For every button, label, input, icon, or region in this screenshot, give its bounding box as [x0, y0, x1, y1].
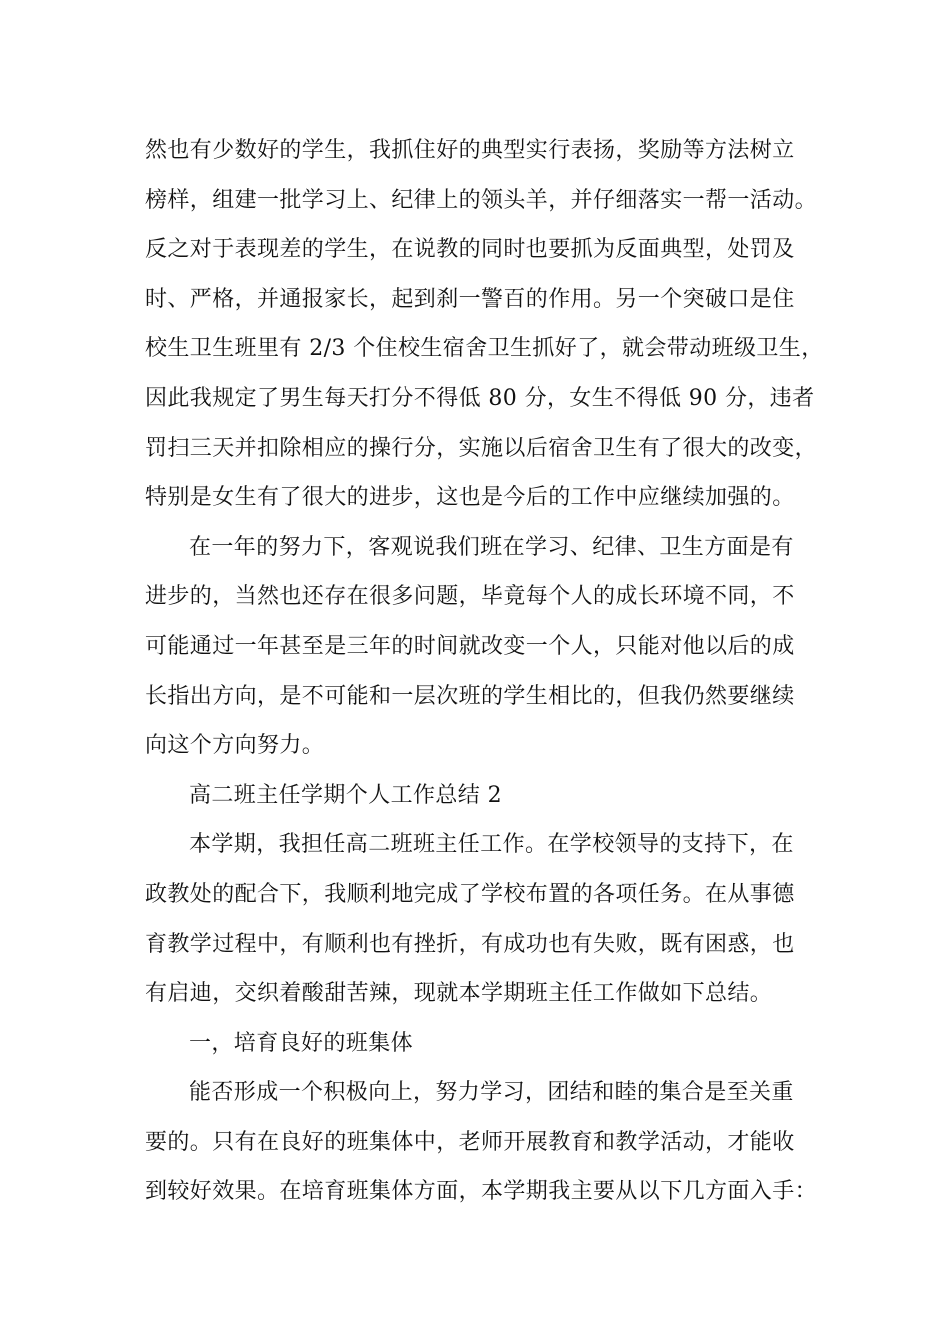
text-line: 罚扫三天并扣除相应的操行分，实施以后宿舍卫生有了很大的改变， [145, 435, 818, 461]
paragraph-first-line: 在一年的努力下，客观说我们班在学习、纪律、卫生方面是有 [189, 534, 794, 560]
text-line: 进步的，当然也还存在很多问题，毕竟每个人的成长环境不同，不 [145, 584, 795, 610]
section-title: 高二班主任学期个人工作总结 2 [189, 782, 502, 808]
text-line: 特别是女生有了很大的进步，这也是今后的工作中应继续加强的。 [145, 485, 795, 511]
text-line: 政教处的配合下，我顺利地完成了学校布置的各项任务。在从事德 [145, 881, 795, 907]
text-line: 有启迪，交织着酸甜苦辣，现就本学期班主任工作做如下总结。 [145, 981, 773, 1007]
text-line: 育教学过程中，有顺利也有挫折，有成功也有失败，既有困惑，也 [145, 931, 795, 957]
text-line: 可能通过一年甚至是三年的时间就改变一个人，只能对他以后的成 [145, 633, 795, 659]
text-line: 反之对于表现差的学生，在说教的同时也要抓为反面典型，处罚及 [145, 237, 795, 263]
text-line: 要的。只有在良好的班集体中，老师开展教育和教学活动，才能收 [145, 1129, 795, 1155]
text-line: 校生卫生班里有 2/3 个住校生宿舍卫生抓好了，就会带动班级卫生， [145, 336, 824, 362]
text-line: 长指出方向，是不可能和一层次班的学生相比的，但我仍然要继续 [145, 683, 795, 709]
text-line: 时、严格，并通报家长，起到刹一警百的作用。另一个突破口是住 [145, 286, 795, 312]
text-line: 然也有少数好的学生，我抓住好的典型实行表扬，奖励等方法树立 [145, 138, 795, 163]
text-line: 榜样，组建一批学习上、纪律上的领头羊，并仔细落实一帮一活动。 [145, 187, 818, 213]
text-line: 向这个方向努力。 [145, 733, 325, 759]
subsection-heading: 一，培育良好的班集体 [189, 1030, 414, 1056]
text-line: 因此我规定了男生每天打分不得低 80 分，女生不得低 90 分，违者 [145, 385, 815, 411]
document-body [145, 126, 825, 1217]
text-line: 到较好效果。在培育班集体方面，本学期我主要从以下几方面入手： [145, 1179, 818, 1205]
paragraph-first-line: 本学期，我担任高二班班主任工作。在学校领导的支持下，在 [189, 832, 794, 858]
paragraph-first-line: 能否形成一个积极向上，努力学习，团结和睦的集合是至关重 [189, 1080, 794, 1106]
